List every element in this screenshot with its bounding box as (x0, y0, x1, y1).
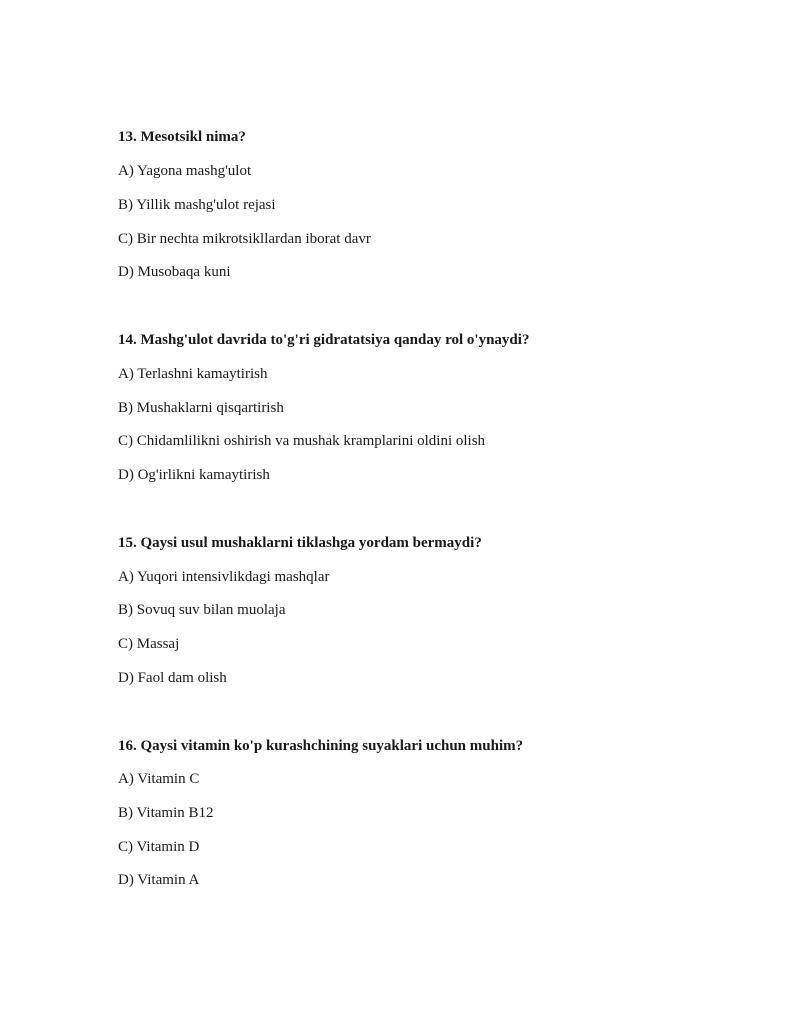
answer-option-a: A) Terlashni kamaytirish (118, 366, 268, 382)
answer-option-a: A) Vitamin C (118, 771, 200, 787)
answer-option-a: A) Yagona mashg'ulot (118, 163, 252, 179)
answer-option-d: D) Musobaqa kuni (118, 264, 231, 280)
question-title: 13. Mesotsikl nima? (118, 129, 246, 145)
question-title: 15. Qaysi usul mushaklarni tiklashga yordam bermaydi? (118, 535, 482, 551)
question-title: 16. Qaysi vitamin ko'p kurashchining suyaklari uchun muhim? (118, 738, 524, 754)
answer-option-d: D) Og'irlikni kamaytirish (118, 467, 270, 483)
question-13 (118, 127, 738, 280)
answer-option-c: C) Vitamin D (118, 839, 200, 855)
answer-option-d: D) Faol dam olish (118, 670, 227, 686)
answer-option-b: B) Vitamin B12 (118, 805, 214, 821)
question-15 (118, 533, 738, 686)
answer-option-d: D) Vitamin A (118, 872, 200, 888)
question-14 (118, 330, 738, 483)
answer-option-a: A) Yuqori intensivlikdagi mashqlar (118, 569, 330, 585)
answer-option-c: C) Chidamlilikni oshirish va mushak kramplarini oldini olish (118, 433, 486, 449)
answer-option-b: B) Mushaklarni qisqartirish (118, 400, 284, 416)
answer-option-b: B) Yillik mashg'ulot rejasi (118, 197, 276, 213)
question-16 (118, 736, 738, 888)
question-title: 14. Mashg'ulot davrida to'g'ri gidratatsiya qanday rol o'ynaydi? (118, 332, 530, 348)
answer-option-c: C) Bir nechta mikrotsikllardan iborat davr (118, 231, 371, 247)
answer-option-b: B) Sovuq suv bilan muolaja (118, 602, 286, 618)
answer-option-c: C) Massaj (118, 636, 180, 652)
